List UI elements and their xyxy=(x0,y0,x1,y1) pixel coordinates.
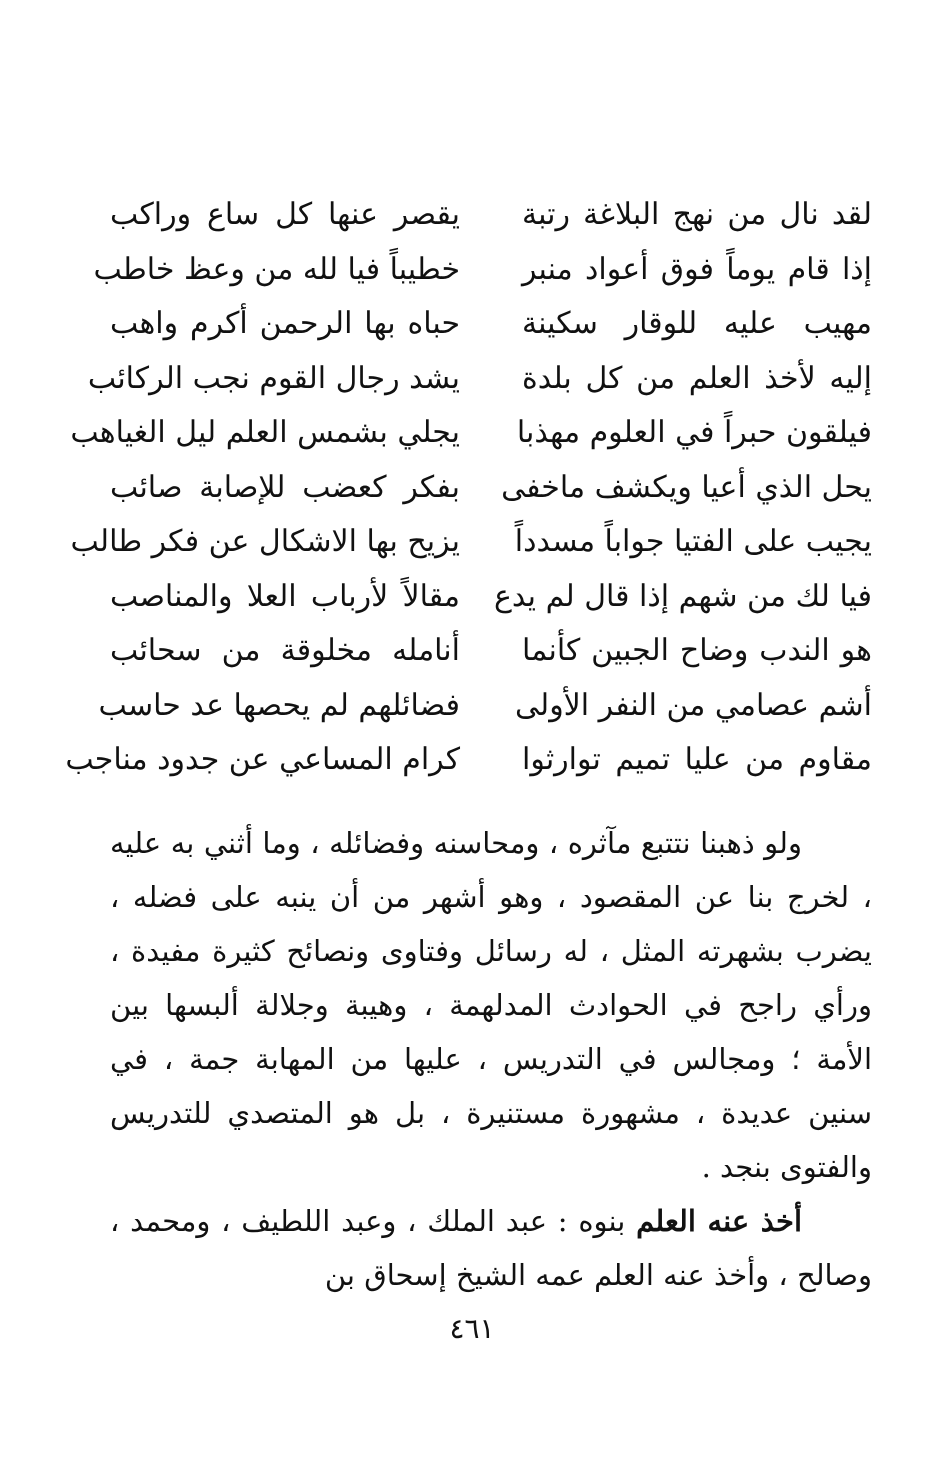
verse-first-hemistich: إذا قام يوماً فوق أعواد منبر xyxy=(522,251,872,287)
verse-second-hemistich: فضائلهم لم يحصها عد حاسب xyxy=(98,687,460,723)
verse-second-hemistich: مقالاً لأرباب العلا والمناصب xyxy=(110,578,460,614)
verse-first-hemistich: فيا لك من شهم إذا قال لم يدع xyxy=(494,578,872,614)
verse-second-hemistich: يقصر عنها كل ساع وراكب xyxy=(110,197,460,233)
verse-first-hemistich: مقاوم من عليا تميم توارثوا xyxy=(522,742,872,778)
verse-first-hemistich: إليه لأخذ العلم من كل بلدة xyxy=(522,360,872,396)
poem xyxy=(65,188,872,788)
verse-first-hemistich: أشم عصامي من النفر الأولى xyxy=(515,687,872,723)
verse-second-hemistich: أنامله مخلوقة من سحائب xyxy=(110,633,460,669)
verse-first-hemistich: مهيب عليه للوقار سكينة xyxy=(522,306,872,342)
verse-first-hemistich: يجيب على الفتيا جواباً مسدداً xyxy=(514,524,872,560)
paragraph-text: بنوه : عبد الملك ، وعبد اللطيف ، ومحمد ، وصالح ، وأخذ عنه العلم عمه الشيخ إسحاق بن xyxy=(110,1204,872,1292)
verse-second-hemistich: يجلي بشمس العلم ليل الغياهب xyxy=(70,415,460,451)
paragraph: ولو ذهبنا نتتبع مآثره ، ومحاسنه وفضائله ، وما أثني به عليه ، لخرج بنا عن المقصود ، وهو أشهر من أن ينبه على فضله ، يضرب بشهرته المثل ، له رسائل وفتاوى ونصائح كثيرة مفيدة ، ورأي راجح في الحوادث المدلهمة ، وهيبة وجلالة ألبسها بين الأمة ؛ ومجالس في التدريس ، عليها من المهابة جمة ، في سنين عديدة ، مشهورة مستنيرة ، بل هو المتصدي للتدريس والفتوى بنجد . xyxy=(110,826,872,1184)
verse-second-hemistich: خطيباً فيا لله من وعظ خاطب xyxy=(93,251,460,287)
verse-first-hemistich: يحل الذي أعيا ويكشف ماخفى xyxy=(501,469,872,505)
verse-second-hemistich: حباه بها الرحمن أكرم واهب xyxy=(110,306,460,342)
poem-verse xyxy=(110,461,872,516)
verse-first-hemistich: فيلقون حبراً في العلوم مهذبا xyxy=(516,415,872,451)
verse-second-hemistich: يزيح بها الاشكال عن فكر طالب xyxy=(70,524,460,560)
poem-verse xyxy=(70,406,872,461)
verse-second-hemistich: يشد رجال القوم نجب الركائب xyxy=(87,360,460,396)
poem-verse xyxy=(110,188,872,243)
poem-verse xyxy=(70,515,872,570)
verse-second-hemistich: بفكر كعضب للإصابة صائب xyxy=(110,469,460,505)
paragraph xyxy=(110,1194,872,1302)
poem-verse xyxy=(110,570,872,625)
poem-verse xyxy=(110,297,872,352)
poem-verse xyxy=(65,733,872,788)
poem-verse xyxy=(87,352,872,407)
poem-verse xyxy=(98,679,872,734)
paragraph-heading: أخذ عنه العلم xyxy=(636,1204,802,1238)
verse-first-hemistich: هو الندب وضاح الجبين كأنما xyxy=(522,633,872,669)
poem-verse xyxy=(93,243,872,298)
verse-first-hemistich: لقد نال من نهج البلاغة رتبة xyxy=(522,197,872,233)
prose-body xyxy=(110,816,872,1302)
verse-second-hemistich: كرام المساعي عن جدود مناجب xyxy=(65,742,460,778)
page-number: ٤٦١ xyxy=(449,1312,495,1345)
poem-verse xyxy=(110,624,872,679)
